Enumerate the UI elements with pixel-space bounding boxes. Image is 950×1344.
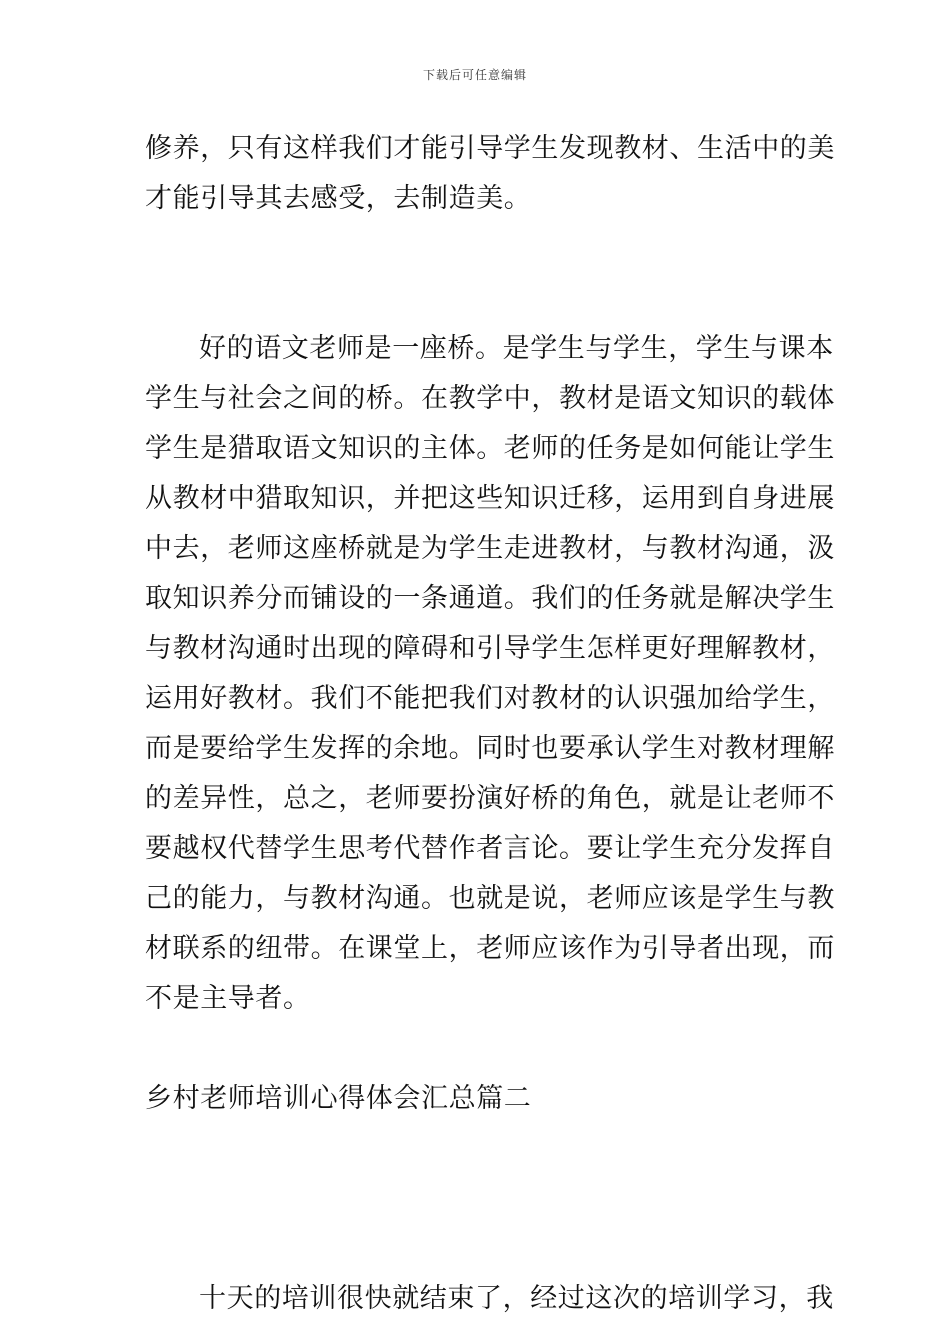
- paragraph-line: 好的语文老师是一座桥。是学生与学生，学生与课本: [199, 333, 834, 364]
- paragraph-line: 修养，只有这样我们才能引导学生发现教材、生活中的美: [145, 133, 835, 164]
- paragraph-1: [145, 124, 835, 224]
- page-header: 下载后可任意编辑: [422, 68, 527, 82]
- paragraph-line: 十天的培训很快就结束了，经过这次的培训学习，我: [199, 1283, 834, 1314]
- paragraph-line: 学生与社会之间的桥。在教学中，教材是语文知识的载体: [145, 383, 835, 414]
- paragraph-line: 而是要给学生发挥的余地。同时也要承认学生对教材理解: [145, 733, 835, 764]
- paragraph-line: 从教材中猎取知识，并把这些知识迁移，运用到自身进展: [145, 483, 835, 514]
- paragraph-line: 不是主导者。: [145, 983, 311, 1014]
- paragraph-spacer: [145, 1124, 810, 1274]
- paragraph-line: 材联系的纽带。在课堂上，老师应该作为引导者出现，而: [145, 933, 835, 964]
- paragraph-3: [145, 1274, 834, 1324]
- paragraph-line: 学生是猎取语文知识的主体。老师的任务是如何能让学生: [145, 433, 835, 464]
- paragraph-spacer: [145, 224, 810, 324]
- paragraph-spacer: [145, 1024, 810, 1074]
- section-heading: 乡村老师培训心得体会汇总篇二: [145, 1083, 532, 1114]
- paragraph-2: [145, 324, 835, 1024]
- paragraph-line: 取知识养分而铺设的一条通道。我们的任务就是解决学生: [145, 583, 835, 614]
- paragraph-line: 己的能力，与教材沟通。也就是说，老师应该是学生与教: [145, 883, 835, 914]
- paragraph-line: 运用好教材。我们不能把我们对教材的认识强加给学生，: [145, 683, 835, 714]
- paragraph-line: 要越权代替学生思考代替作者言论。要让学生充分发挥自: [145, 833, 835, 864]
- paragraph-line: 中去，老师这座桥就是为学生走进教材，与教材沟通，汲: [145, 533, 835, 564]
- document-body: [145, 124, 835, 1324]
- paragraph-line: 的差异性，总之，老师要扮演好桥的角色，就是让老师不: [145, 783, 835, 814]
- paragraph-line: 才能引导其去感受，去制造美。: [145, 183, 532, 214]
- paragraph-line: 与教材沟通时出现的障碍和引导学生怎样更好理解教材，: [145, 633, 835, 664]
